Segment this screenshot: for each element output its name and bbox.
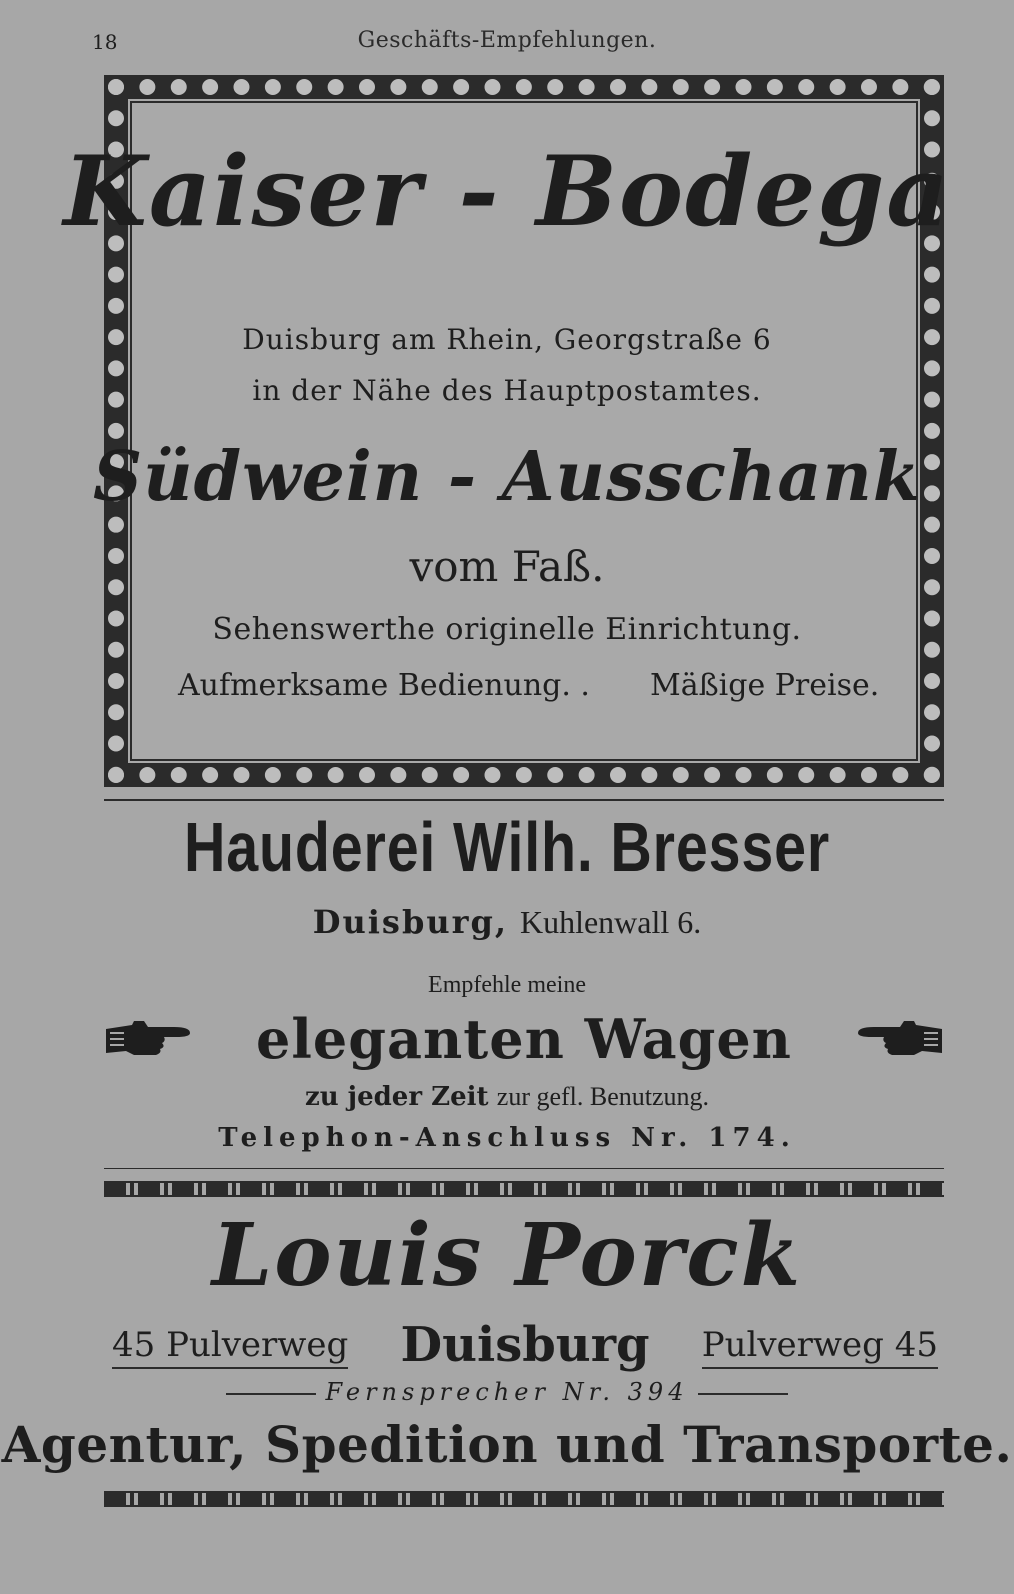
ad-phone-row — [0, 1378, 1014, 1406]
ad-right-address: Pulverweg 45 — [702, 1325, 938, 1369]
ad-title-kaiser-bodega: Kaiser - Bodega — [63, 135, 951, 248]
divider-rule — [104, 1168, 944, 1169]
ad-phone: Telephon-Anschluss Nr. 174. — [218, 1123, 796, 1153]
ad-address-row — [0, 903, 1014, 941]
divider-rule — [104, 799, 944, 801]
ad-feature-line: Sehenswerthe originelle Einrichtung. — [212, 612, 802, 647]
arrow-line-left-icon — [226, 1393, 316, 1395]
ad-title-hauderei: Hauderei Wilh. Bresser — [184, 808, 830, 886]
page-number: 18 — [92, 30, 118, 54]
ad-city: Duisburg, — [312, 903, 508, 941]
running-title: Geschäfts-Empfehlungen. — [357, 28, 657, 53]
ad-headline-row — [104, 1007, 944, 1073]
ornamental-border — [104, 1181, 944, 1197]
ornamental-border — [104, 1491, 944, 1507]
ad-left-address: 45 Pulverweg — [112, 1325, 348, 1369]
ad-address-line: Duisburg am Rhein, Georgstraße 6 — [242, 323, 772, 356]
ad-address-row — [112, 1317, 938, 1375]
ad-prices-text: Mäßige Preise. — [650, 668, 880, 703]
ad-availability-row — [0, 1082, 1014, 1112]
ad-headline: eleganten Wagen — [256, 1007, 792, 1071]
ad-offer-intro: Empfehle meine — [428, 972, 586, 998]
ad-sub-line: vom Faß. — [409, 542, 605, 591]
ad-availability-rest: zur gefl. Benutzung. — [496, 1082, 710, 1111]
ad-location-line: in der Nähe des Hauptpostamtes. — [252, 374, 762, 407]
ad-phone: Fernsprecher Nr. 394 — [325, 1378, 689, 1406]
ad-street: Kuhlenwall 6. — [519, 904, 702, 940]
ad-subtitle: Südwein - Ausschank — [93, 437, 921, 517]
ad-title-louis-porck: Louis Porck — [211, 1205, 803, 1306]
ad-city: Duisburg — [400, 1317, 650, 1373]
ad-service-text: Aufmerksame Bedienung. . — [178, 668, 590, 703]
arrow-line-right-icon — [698, 1393, 788, 1395]
ad-services: Agentur, Spedition und Transporte. — [1, 1415, 1013, 1474]
ad-availability-bold: zu jeder Zeit — [304, 1082, 489, 1112]
pointing-hand-left-icon — [854, 1015, 944, 1061]
